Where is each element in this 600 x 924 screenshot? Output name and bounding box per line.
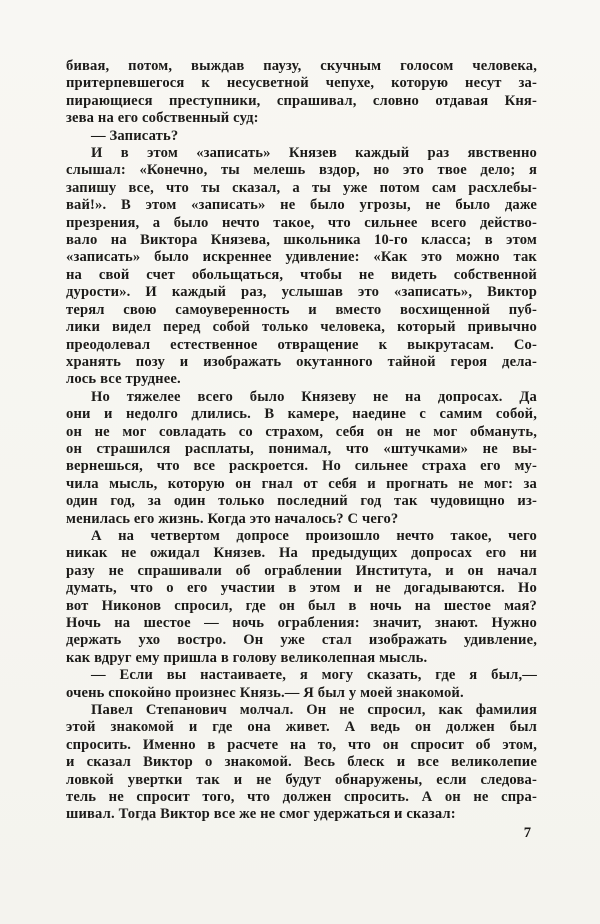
text-line: слышал: «Конечно, ты мелешь вздор, но это твое дело; я	[66, 162, 537, 179]
text-line: притерпевшегося к несусветной чепухе, которую несут за-	[66, 75, 537, 92]
paragraph	[66, 58, 537, 128]
paragraph	[66, 128, 537, 145]
text-line: вало на Виктора Князева, школьника 10-го класса; в этом	[66, 232, 537, 249]
text-block	[66, 58, 537, 824]
text-line: Ночь на шестое — ночь ограбления: значит, знают. Нужно	[66, 615, 537, 631]
text-line: И в этом «записать» Князев каждый раз явственно	[91, 145, 537, 162]
text-line: ловкой увертки так и не будут обнаружены, если следова-	[66, 771, 537, 788]
text-line: спросить. Именно в расчете на то, что он спросит об этом,	[66, 736, 537, 753]
text-line: терял свою самоуверенность и вместо восхищенной пуб-	[66, 301, 537, 318]
text-line: Но тяжелее всего было Князеву не на допросах. Да	[91, 388, 537, 405]
text-line: запишу все, что ты сказал, а ты уже потом сам расхлебы-	[66, 179, 537, 196]
text-line: шивал. Тогда Виктор все же не смог удержаться и сказал:	[66, 806, 456, 823]
text-line: «записать» было искреннее удивление: «Как это можно так	[66, 249, 537, 266]
paragraph	[66, 667, 537, 702]
text-line: — Если вы настаиваете, я могу сказать, где я был,—	[91, 667, 537, 684]
text-line: держать ухо востро. Он уже стал изображать удивление,	[66, 632, 537, 649]
text-line: пирающиеся преступники, спрашивал, словно отдавая Кня-	[66, 92, 537, 109]
text-line: очень спокойно произнес Князь.— Я был у моей знакомой.	[66, 684, 464, 701]
text-line: лось все труднее.	[66, 371, 181, 388]
paragraph	[66, 389, 537, 528]
text-line: тель не спросит того, что должен спросить. А он не спра-	[66, 789, 537, 806]
text-line: — Записать?	[91, 127, 179, 144]
text-line: зева на его собственный суд:	[66, 110, 259, 127]
text-line: этой знакомой и где она живет. А ведь он должен был	[66, 719, 537, 736]
text-line: и сказал Виктор о знакомой. Весь блеск и все великолепие	[66, 754, 537, 771]
text-line: Павел Степанович молчал. Он не спросил, как фамилия	[91, 702, 537, 719]
paragraph	[66, 702, 537, 824]
text-line: презрения, а было нечто такое, что сильнее всего действо-	[66, 214, 537, 231]
text-line: думать, что о его участии в этом и не догадываются. Но	[66, 580, 537, 597]
text-line: один год, за один только последний год так чудовищно из-	[66, 493, 537, 510]
text-line: менилась его жизнь. Когда это началось? С чего?	[66, 510, 399, 527]
text-line: они и недолго длились. В камере, наедине с самим собой,	[66, 406, 537, 423]
text-line: разу не спрашивали об ограблении Института, и он начал	[66, 562, 537, 579]
text-line: как вдруг ему пришла в голову великолепная мысль.	[66, 649, 428, 666]
text-line: преодолевал естественное отвращение к выкрутасам. Со-	[66, 336, 537, 353]
text-line: лики видел перед собой только человека, который привычно	[66, 319, 537, 336]
text-line: вот Никонов спросил, где он был в ночь на шестое мая?	[66, 597, 537, 614]
text-line: он страшился расплаты, понимал, что «штучками» не вы-	[66, 440, 537, 457]
text-line: чила мысль, которую он гнал от себя и прогнать не мог: за	[66, 475, 537, 492]
page-number: 7	[523, 825, 531, 841]
text-line: он не мог совладать со страхом, себя он не мог обмануть,	[66, 423, 537, 440]
text-line: А на четвертом допросе произошло нечто такое, чего	[91, 527, 537, 544]
text-line: бивая, потом, выждав паузу, скучным голосом человека,	[66, 58, 537, 74]
text-line: дурости». И каждый раз, услышав это «записать», Виктор	[66, 284, 537, 301]
text-line: вай!». В этом «записать» не было угрозы, не было даже	[66, 197, 537, 214]
paragraph	[66, 528, 537, 667]
text-line: хранять позу и изображать окутанного тайной героя дела-	[66, 353, 537, 370]
text-line: никак не ожидал Князев. На предыдущих допросах его ни	[66, 545, 537, 562]
paragraph	[66, 145, 537, 389]
text-line: на свой счет обольщаться, чтобы не видеть собственной	[66, 266, 537, 283]
text-line: вернешься, что все раскроется. Но сильнее страха его му-	[66, 458, 537, 475]
